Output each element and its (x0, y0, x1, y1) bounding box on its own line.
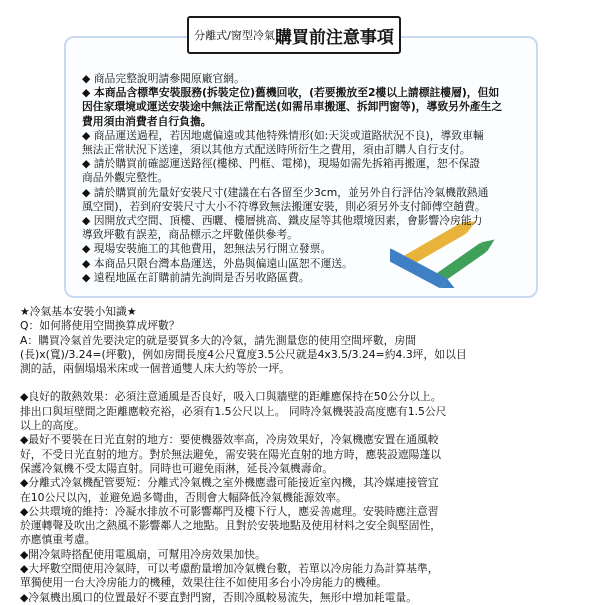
tip-line: ◆良好的散熱效果：必須注意通風是否良好，吸入口與牆壁的距離應保持在50公分以上。 (20, 390, 442, 404)
notice-line: 商品外觀完整性。 (82, 171, 169, 185)
tip-line: ◆分離式冷氣機配管要短：分離式冷氣機之室外機應盡可能接近室內機，其冷媒連接管宜 (20, 476, 439, 490)
tip-line: 在10公尺以內，並避免過多彎曲，否則會大幅降低冷氣機能源效率。 (20, 490, 347, 504)
notice-line: 導致坪數有誤差，商品標示之坪數僅供參考。 (82, 228, 298, 242)
tip-line: ◆最好不要裝在日光直射的地方：要使機器效率高，冷房效果好，冷氣機應安置在通風較 (20, 433, 439, 447)
page-title (187, 16, 401, 54)
notice-line: ◆ 本商品含標準安裝服務(拆裝定位)舊機回收，(若要搬放至2樓以上請標註樓層)，但如 (82, 86, 500, 100)
notice-line: ◆ 請於購買前先量好安裝尺寸(建議在右各留至少3cm，並另外自行評估冷氣機散熱通 (82, 185, 489, 199)
notice-line: 風空間)，若到府安裝尺寸大小不符導致無法搬運安裝，則必須另外支付師傅空趟費。 (82, 199, 486, 213)
knowledge-section (20, 305, 582, 605)
notice-line: ◆ 商品運送過程，若因地處偏遠或其他特殊情形(如:天災或道路狀況不良)，導致車輛 (82, 128, 484, 142)
tip-line: 保護冷氣機不受太陽直射。同時也可避免雨淋，延長冷氣機壽命。 (20, 461, 334, 475)
notice-list (82, 72, 522, 285)
notice-line: ◆ 本商品只限台灣本島運送，外島與偏遠山區恕不運送。 (82, 256, 353, 270)
notice-line: ◆ 遠程地區在訂購前請先詢問是否另收路區費。 (82, 270, 310, 284)
knowledge-answer-line: 測的話，兩個塌塌米床或一個普通雙人床大約等於一坪。 (20, 362, 290, 376)
notice-line: 無法正常狀況下送達，須以其他方式配送時所衍生之費用，須由訂購人自行支付。 (82, 143, 471, 157)
tip-line: 好，不受日光直射的地方。對於無法避免，需安裝在陽光直射的地方時，應裝設遮陽蓬以 (20, 447, 442, 461)
tip-line: ◆冷氣機出風口的位置最好不要直對門窗，否則冷風較易流失，無形中增加耗電量。 (20, 590, 417, 604)
title-prefix: 分離式/窗型冷氣 (194, 29, 275, 42)
notice-line: ◆ 商品完整說明請參閱原廠官網。 (82, 72, 245, 85)
knowledge-question: Q：如何將使用空間換算成坪數？ (20, 319, 180, 333)
tip-line: ◆開冷氣時搭配使用電風扇，可幫用冷房效果加快。 (20, 547, 266, 561)
tip-line: ◆大坪數空間使用冷氣時，可以考慮酌量增加冷氣機台數，若單以冷房能力為計算基準， (20, 562, 439, 576)
tip-line: 於運轉聲及吹出之熱風不影響鄰人之地點。且對於安裝地點及使用材料之安全與堅固性， (20, 519, 442, 533)
knowledge-answer-line: A：購買冷氣首先要決定的就是要買多大的冷氣，請先測量您的使用空間坪數，房間 (20, 333, 417, 347)
knowledge-header: ★冷氣基本安裝小知識★ (20, 305, 137, 318)
notice-line: 費用須由消費者自行負擔。 (82, 114, 212, 128)
tip-line: 排出口與垣壁間之距離應較充裕，必須有1.5公尺以上。 同時冷氣機裝設高度應有1.5公尺 (20, 404, 447, 418)
tip-line: 亦應慎重考慮。 (20, 533, 96, 547)
tip-line: 以上的高度。 (20, 419, 85, 433)
notice-line: 因住家環境或運送安裝途中無法正常配送(如需吊車搬運、拆卸門窗等)，導致另外產生之 (82, 100, 503, 114)
tip-line: 單獨使用一台大冷房能力的機種，效果往往不如使用多台小冷房能力的機種。 (20, 576, 388, 590)
knowledge-answer-line: (長)x(寬)/3.24=(坪數)，例如房間長度4公尺寬度3.5公尺就是4x3.5/3.24=約4.3坪，如以目 (20, 347, 467, 361)
notice-line: ◆ 現場安裝施工的其他費用，恕無法另行開立發票。 (82, 242, 332, 256)
title-main: 購買前注意事項 (274, 27, 394, 48)
tip-line: ◆公共環境的維持：冷凝水排放不可影響鄰門及樓下行人，應妥善處理。安裝時應注意習 (20, 504, 439, 518)
notice-line: ◆ 因開放式空間、頂樓、西曬、樓層挑高、鐵皮屋等其他環境因素，會影響冷房能力 (82, 214, 483, 228)
notice-line: ◆ 請於購買前確認運送路徑(樓梯、門框、電梯)，現場如需先拆箱再搬運，恕不保證 (82, 157, 481, 171)
